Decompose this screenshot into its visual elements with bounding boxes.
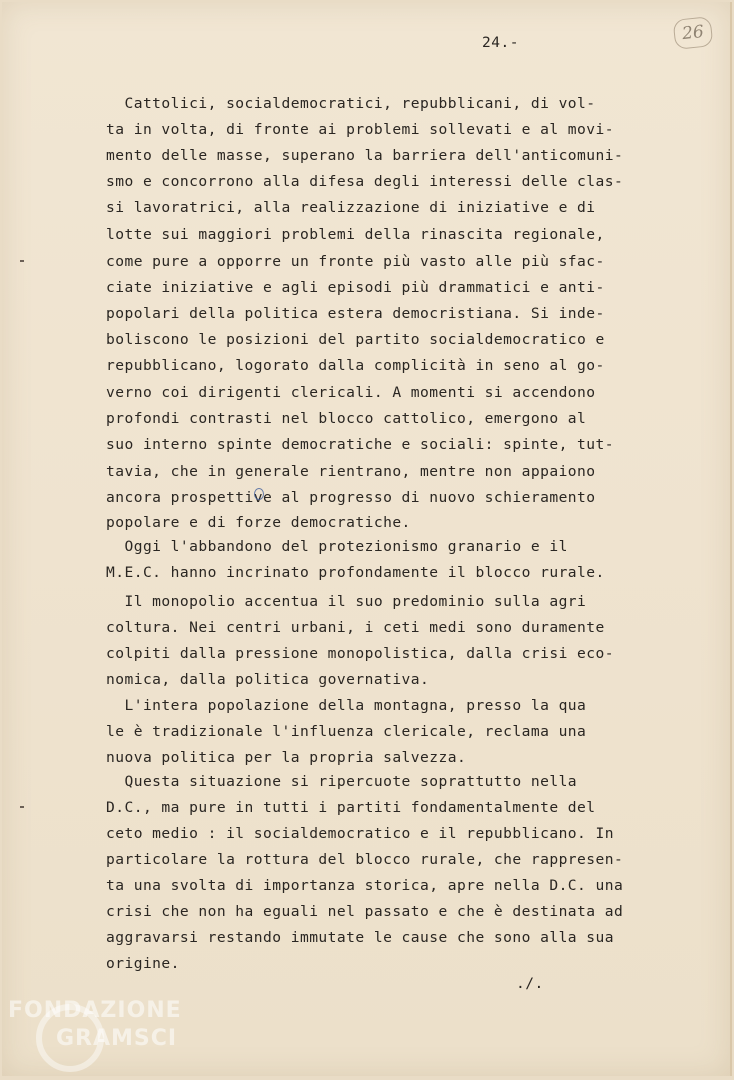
margin-mark — [20, 806, 24, 808]
text-line: le è tradizionale l'influenza clericale, reclama una — [106, 723, 587, 740]
page-number: 24.- — [482, 35, 519, 51]
text-line: M.E.C. hanno incrinato profondamente il blocco rurale. — [106, 564, 605, 581]
watermark-line: FONDAZIONE — [8, 998, 182, 1023]
document-page — [2, 2, 732, 1076]
watermark-line: GRAMSCI — [56, 1026, 178, 1051]
handwritten-ink-correction — [254, 488, 264, 500]
watermark-logo — [8, 992, 208, 1072]
text-line: Oggi l'abbandono del protezionismo granario e il — [106, 538, 568, 555]
text-line: aggravarsi restando immutate le cause che sono alla sua — [106, 929, 614, 946]
text-line: ciate iniziative e agli episodi più drammatici e anti- — [106, 279, 605, 296]
text-line: lotte sui maggiori problemi della rinascita regionale, — [106, 226, 605, 243]
text-line: Il monopolio accentua il suo predominio sulla agri — [106, 593, 587, 610]
text-line: crisi che non ha eguali nel passato e che è destinata ad — [106, 903, 624, 920]
text-line: ta in volta, di fronte ai problemi sollevati e al movi- — [106, 121, 614, 138]
text-line: repubblicano, logorato dalla complicità in seno al go- — [106, 357, 605, 374]
text-line: popolari della politica estera democristiana. Si inde- — [106, 305, 605, 322]
text-line: ceto medio : il socialdemocratico e il repubblicano. In — [106, 825, 614, 842]
text-line: come pure a opporre un fronte più vasto alle più sfac- — [106, 253, 605, 270]
text-line: origine. — [106, 955, 180, 972]
text-line: particolare la rottura del blocco rurale, che rappresen- — [106, 851, 624, 868]
margin-mark — [20, 260, 24, 262]
text-line: Cattolici, socialdemocratici, repubblicani, di vol- — [106, 95, 596, 112]
text-line: L'intera popolazione della montagna, presso la qua — [106, 697, 587, 714]
text-line: ta una svolta di importanza storica, apre nella D.C. una — [106, 877, 624, 894]
text-line: coltura. Nei centri urbani, i ceti medi sono duramente — [106, 619, 605, 636]
text-line: mento delle masse, superano la barriera dell'anticomuni- — [106, 147, 624, 164]
text-line: suo interno spinte democratiche e sociali: spinte, tut- — [106, 436, 614, 453]
text-line: boliscono le posizioni del partito socialdemocratico e — [106, 331, 605, 348]
archive-number-stamp: 26 — [673, 16, 714, 50]
text-line: nuova politica per la propria salvezza. — [106, 749, 467, 766]
text-line: profondi contrasti nel blocco cattolico, emergono al — [106, 410, 587, 427]
text-line: Questa situazione si ripercuote soprattutto nella — [106, 773, 578, 790]
text-line: popolare e di forze democratiche. — [106, 514, 411, 531]
continuation-mark: ./. — [516, 975, 544, 992]
text-line: D.C., ma pure in tutti i partiti fondamentalmente del — [106, 799, 596, 816]
text-line: ancora prospettive al progresso di nuovo schieramento — [106, 489, 596, 506]
text-line: verno coi dirigenti clericali. A momenti si accendono — [106, 384, 596, 401]
text-line: si lavoratrici, alla realizzazione di iniziative e di — [106, 199, 596, 216]
text-line: nomica, dalla politica governativa. — [106, 671, 430, 688]
text-line: smo e concorrono alla difesa degli interessi delle clas- — [106, 173, 624, 190]
text-line: tavia, che in generale rientrano, mentre non appaiono — [106, 463, 596, 480]
text-line: colpiti dalla pressione monopolistica, dalla crisi eco- — [106, 645, 614, 662]
